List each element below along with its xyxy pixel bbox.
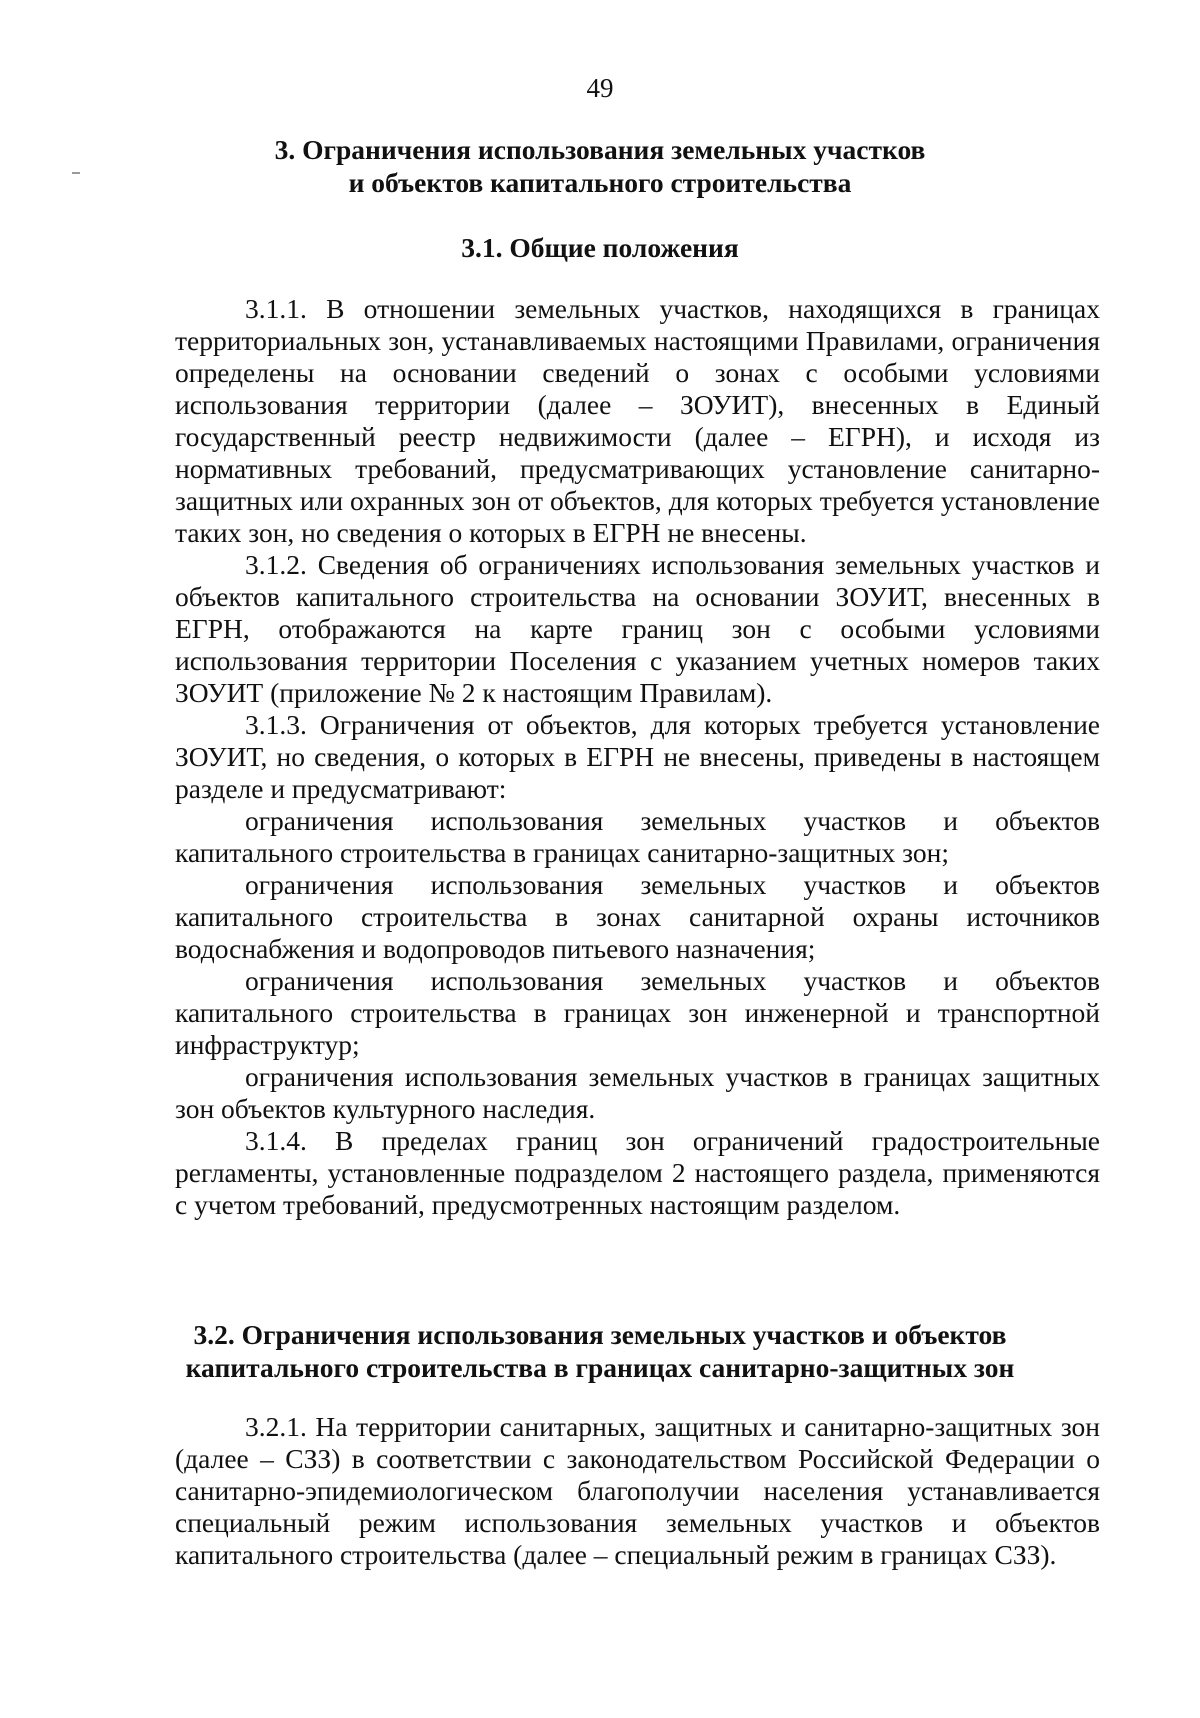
page-number: 49 xyxy=(586,73,614,103)
list-item: ограничения использования земельных участков и объектов капитального строительства в границах зон инженерной и транспортной инфраструктур; xyxy=(175,965,1100,1060)
subsection-heading-line-1: 3.2. Ограничения использования земельных участков и объектов xyxy=(193,1319,1007,1350)
subsection-body xyxy=(175,1411,1100,1571)
list-item: ограничения использования земельных участков и объектов капитального строительства в зонах санитарной охраны источников водоснабжения и водопроводов питьевого назначения; xyxy=(175,869,1100,964)
section-heading-line-2: и объектов капитального строительства xyxy=(348,167,852,198)
paragraph: 3.1.1. В отношении земельных участков, находящихся в границах территориальных зон, устанавливаемых настоящими Правилами, ограничения определены на основании сведений о зонах с особыми условиями использования территории (далее – ЗОУИТ), внесенных в Единый государственный реестр недвижимости (далее – ЕГРН), и исходя из нормативных требований, предусматривающих установление санитарно-защитных или охранных зон от объектов, для которых требуется установление таких зон, но сведения о которых в ЕГРН не внесены. xyxy=(175,293,1100,548)
paragraph: 3.2.1. На территории санитарных, защитных и санитарно-защитных зон (далее – СЗЗ) в соответствии с законодательством Российской Федерации о санитарно-эпидемиологическом благополучии населения устанавливается специальный режим использования земельных участков и объектов капитального строительства (далее – специальный режим в границах СЗЗ). xyxy=(175,1411,1100,1570)
subsection-heading xyxy=(0,1318,1200,1384)
paragraph: 3.1.3. Ограничения от объектов, для которых требуется установление ЗОУИТ, но сведения, о которых в ЕГРН не внесены, приведены в настоящем разделе и предусматривают: xyxy=(175,709,1100,804)
paragraph: 3.1.2. Сведения об ограничениях использования земельных участков и объектов капитального строительства на основании ЗОУИТ, внесенных в ЕГРН, отображаются на карте границ зон с особыми условиями использования территории Поселения с указанием учетных номеров таких ЗОУИТ (приложение № 2 к настоящим Правилам). xyxy=(175,549,1100,708)
paragraph: 3.1.4. В пределах границ зон ограничений градостроительные регламенты, установленные подразделом 2 настоящего раздела, применяются с учетом требований, предусмотренных настоящим разделом. xyxy=(175,1125,1100,1220)
subsection-heading-line-2: капитального строительства в границах санитарно-защитных зон xyxy=(185,1352,1015,1383)
subsection-body xyxy=(175,293,1100,1221)
list-item: ограничения использования земельных участков в границах защитных зон объектов культурного наследия. xyxy=(175,1061,1100,1124)
section-heading xyxy=(0,133,1200,199)
subsection-heading: 3.1. Общие положения xyxy=(461,232,739,263)
list-item: ограничения использования земельных участков и объектов капитального строительства в границах санитарно-защитных зон; xyxy=(175,805,1100,868)
section-heading-line-1: 3. Ограничения использования земельных участков xyxy=(274,134,926,165)
